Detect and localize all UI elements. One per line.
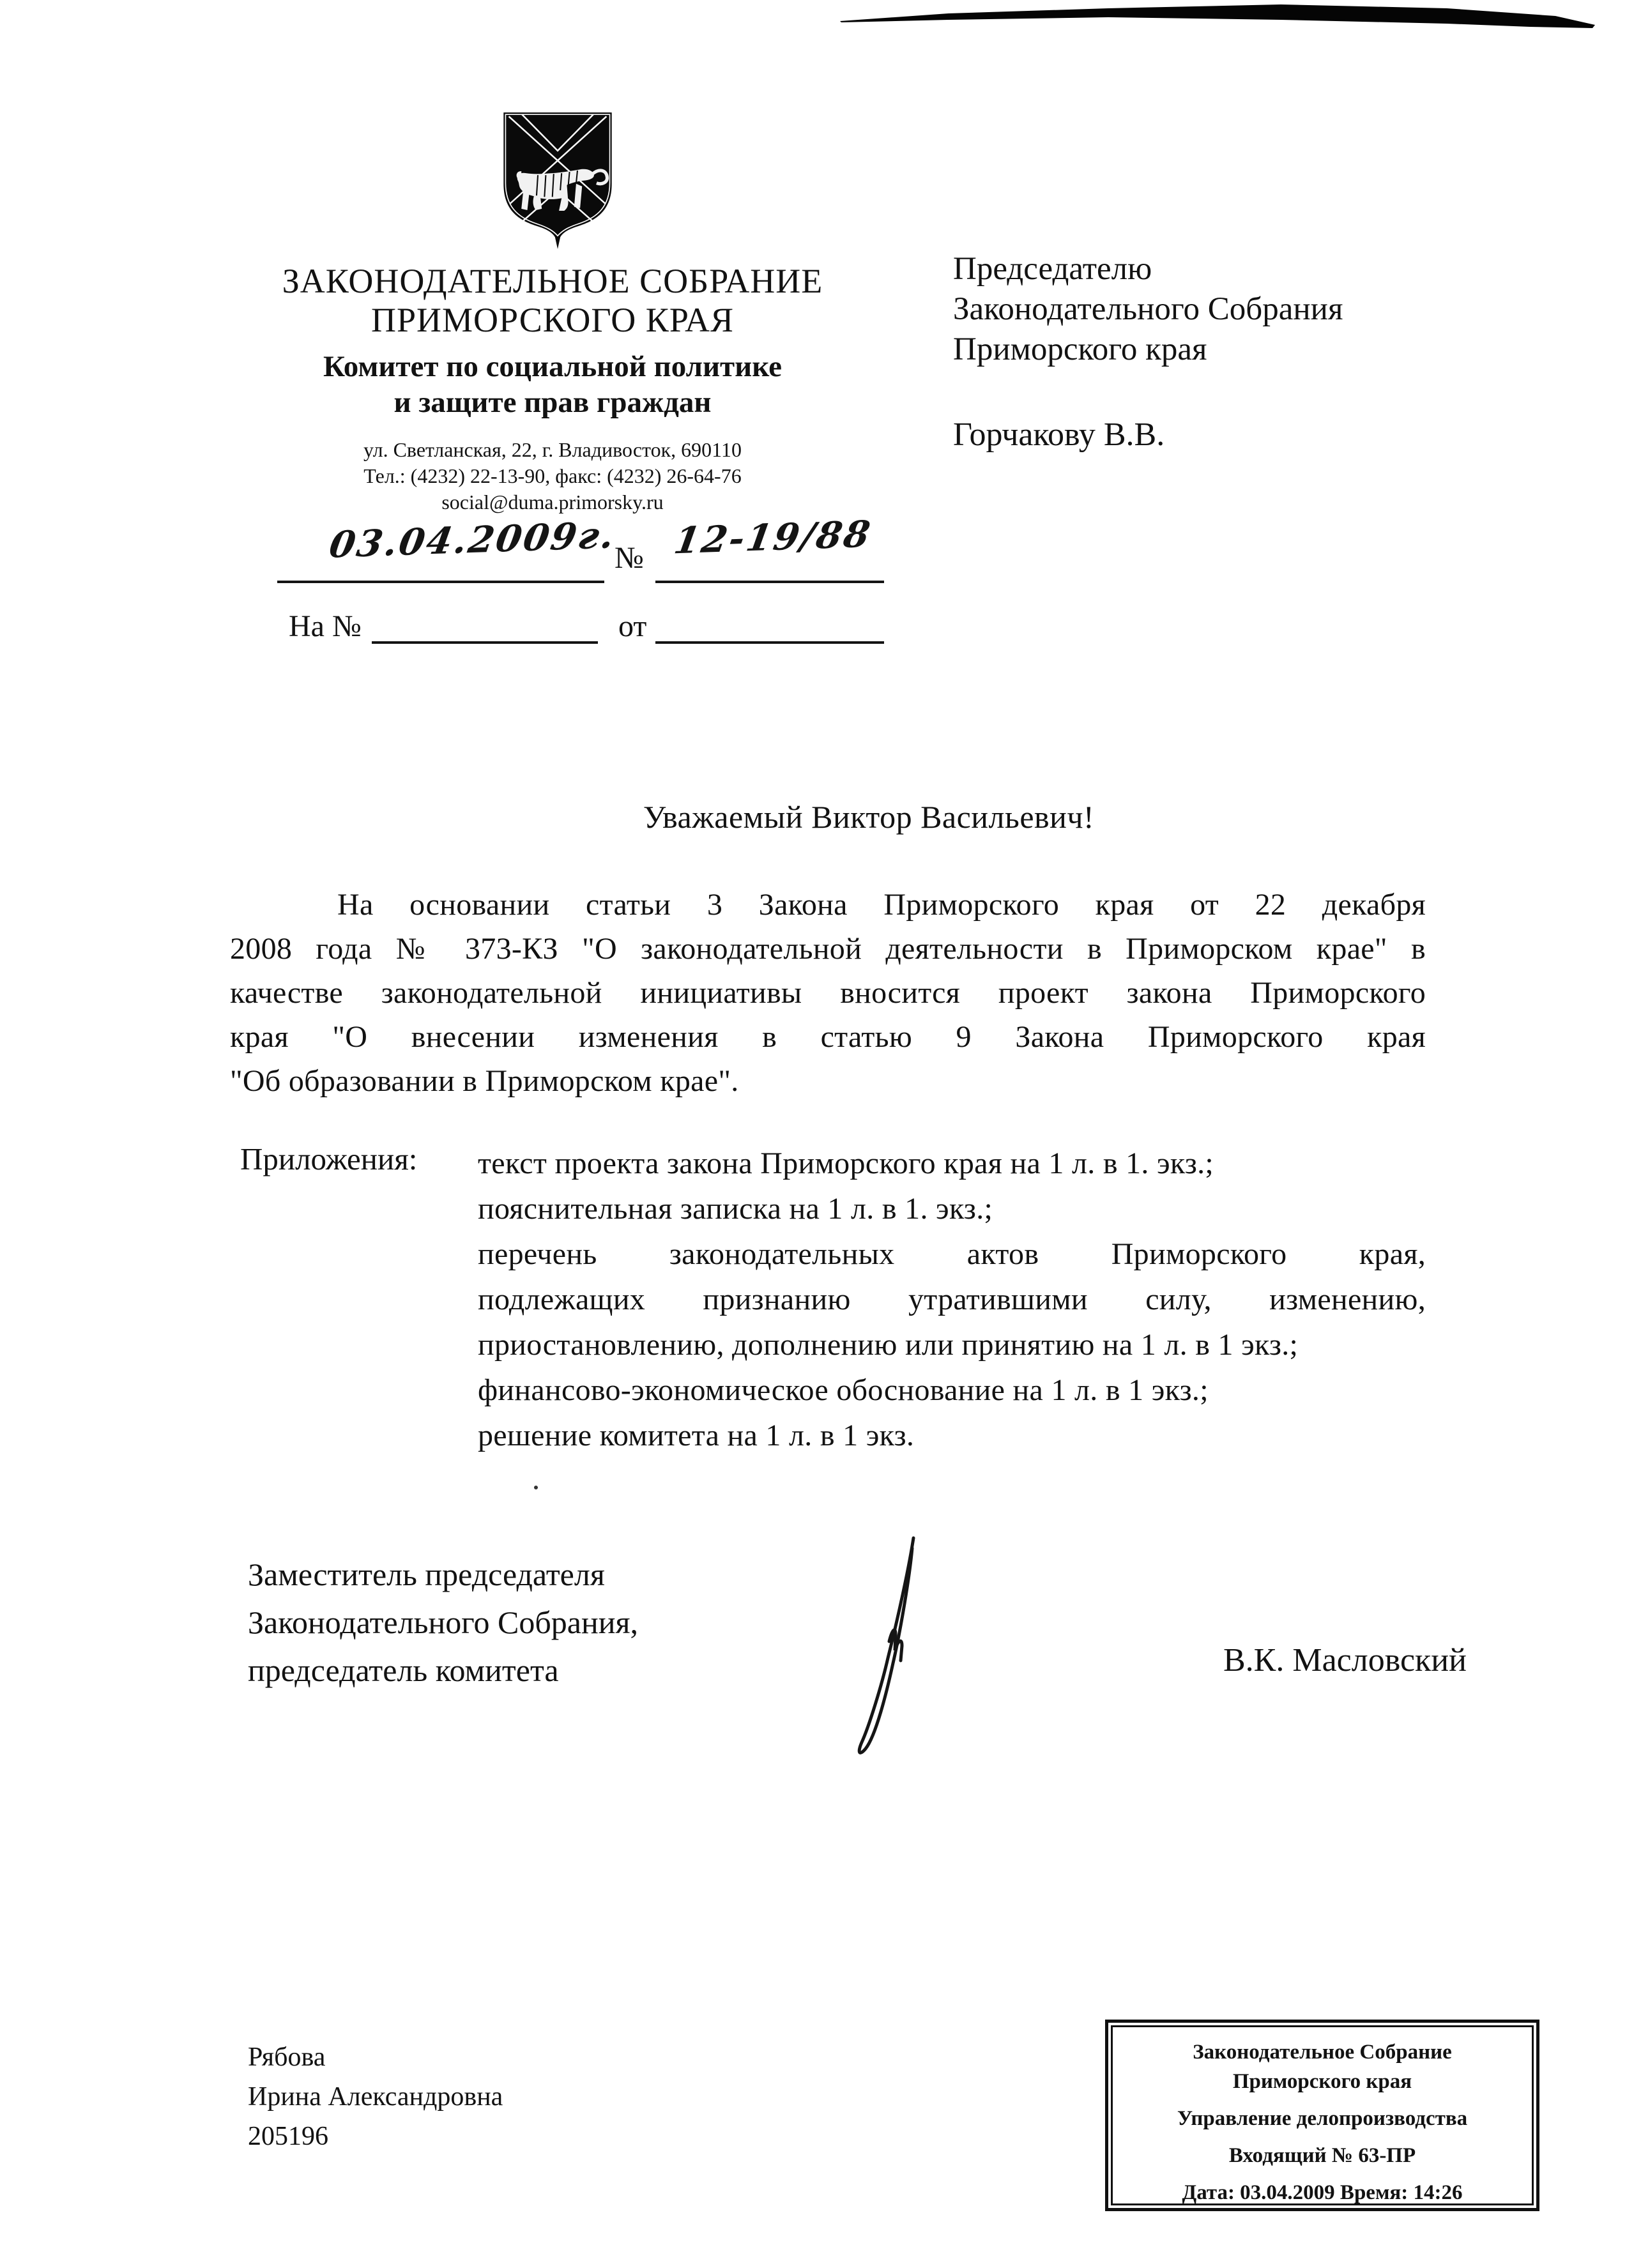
body-line: "Об образовании в Приморском крае".: [230, 1064, 739, 1098]
letterhead: [198, 262, 907, 515]
committee-name-line1: Комитет по социальной политике: [323, 350, 782, 383]
attachment-item: пояснительная записка на 1 л. в 1. экз.;: [478, 1192, 993, 1226]
signer-position-line: Заместитель председателя: [248, 1556, 605, 1592]
attachment-item: подлежащих признанию утратившими силу, изменению,: [478, 1282, 1426, 1316]
letterhead-address: ул. Светланская, 22, г. Владивосток, 690110: [363, 438, 742, 461]
attachment-item: текст проекта закона Приморского края на 1 л. в 1. экз.;: [478, 1146, 1214, 1180]
stamp-org-line2: Приморского края: [1232, 2070, 1412, 2093]
attachments-list: [478, 1141, 1426, 1458]
org-name-line1: ЗАКОНОДАТЕЛЬНОЕ СОБРАНИЕ: [282, 262, 823, 300]
salutation: Уважаемый Виктор Васильевич!: [643, 799, 1095, 835]
stamp-org-line1: Законодательное Собрание: [1193, 2041, 1452, 2064]
body-line: 2008 года № 373-КЗ "О законодательной деятельности в Приморском крае" в: [230, 932, 1426, 966]
number-underline: [655, 581, 884, 583]
outgoing-number-handwritten: 12-19/88: [671, 512, 875, 563]
stamp-incoming-number: Входящий № 63-ПР: [1228, 2144, 1416, 2167]
body-line: края "О внесении изменения в статью 9 Закона Приморского края: [230, 1020, 1426, 1054]
body-paragraph: [230, 883, 1426, 1103]
signer-position-line: председатель комитета: [248, 1652, 559, 1688]
signature: [850, 1532, 933, 1762]
attachments-label: Приложения:: [240, 1141, 418, 1176]
signer-position-line: Законодательного Собрания,: [248, 1604, 638, 1640]
reply-ref-label: На №: [289, 609, 362, 643]
body-line: качестве законодательной инициативы вносится проект закона Приморского: [230, 976, 1426, 1010]
org-name-line2: ПРИМОРСКОГО КРАЯ: [371, 301, 734, 339]
coat-of-arms: [500, 110, 616, 252]
reply-from-label: от: [618, 609, 647, 643]
attachment-item: приостановлению, дополнению или принятию на 1 л. в 1 экз.;: [478, 1328, 1299, 1362]
committee-name-line2: и защите прав граждан: [393, 386, 712, 419]
signer-name: В.К. Масловский: [1223, 1642, 1467, 1678]
stamp-department: Управление делопроизводства: [1177, 2107, 1468, 2130]
addressee-title: Председателю: [953, 251, 1152, 287]
date-underline: [277, 581, 604, 583]
body-line: На основании статьи 3 Закона Приморского края от 22 декабря: [337, 888, 1426, 922]
addressee-org-line1: Законодательного Собрания: [953, 291, 1343, 327]
attachment-item: перечень законодательных актов Приморского края,: [478, 1237, 1426, 1271]
scan-artifact-line: [840, 3, 1600, 29]
recipient-name: Горчакову В.В.: [953, 416, 1165, 453]
signer-position: [248, 1551, 638, 1694]
addressee-block: [953, 249, 1477, 453]
executor-name: Ирина Александровна: [248, 2082, 503, 2112]
letterhead-phone: Тел.: (4232) 22-13-90, факс: (4232) 26-64-76: [363, 464, 742, 487]
reply-date-underline: [655, 641, 884, 644]
number-sign-label: №: [615, 541, 644, 575]
stamp-date-time: Дата: 03.04.2009 Время: 14:26: [1182, 2181, 1463, 2204]
registration-stamp-inner: [1111, 2025, 1534, 2205]
letterhead-email: social@duma.primorsky.ru: [441, 491, 664, 514]
addressee-org-line2: Приморского края: [953, 331, 1207, 367]
executor-phone: 205196: [248, 2122, 328, 2151]
executor-surname: Рябова: [248, 2043, 326, 2072]
ink-dot: [534, 1486, 538, 1489]
executor-info: [248, 2037, 503, 2156]
outgoing-date-handwritten: 03.04.2009г.: [326, 514, 620, 567]
registration-stamp: [1105, 2020, 1539, 2211]
attachment-item: решение комитета на 1 л. в 1 экз.: [478, 1419, 915, 1452]
attachment-item: финансово-экономическое обоснование на 1 л. в 1 экз.;: [478, 1373, 1209, 1407]
reply-number-underline: [372, 641, 598, 644]
